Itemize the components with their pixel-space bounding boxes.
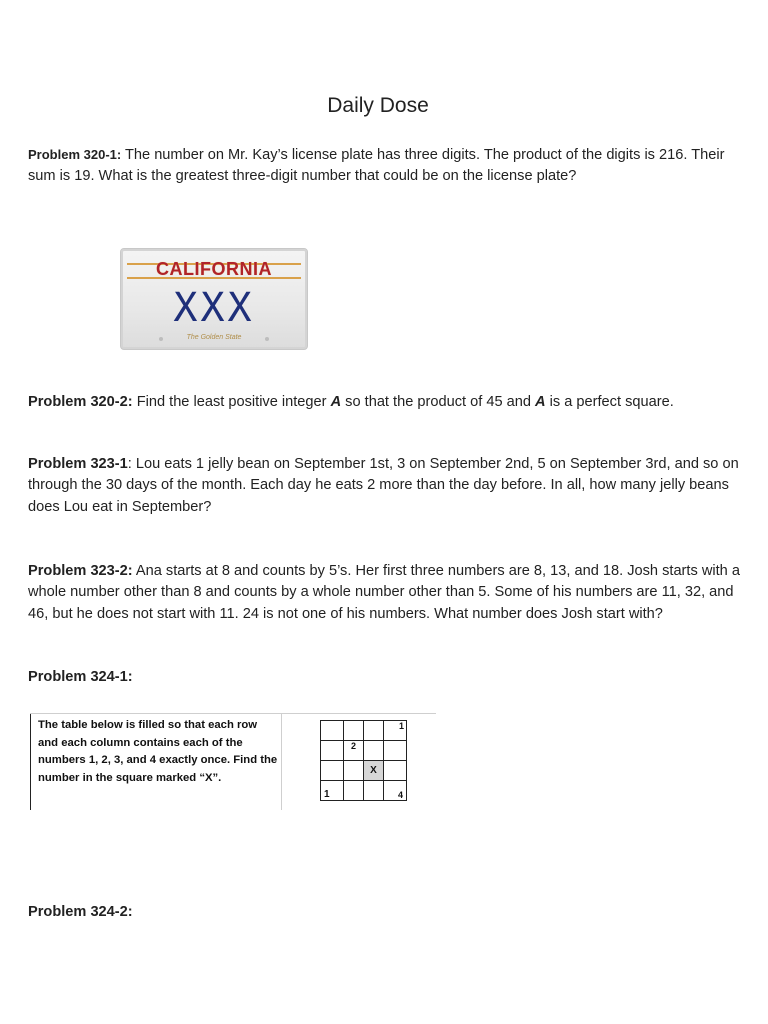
problem-324-2 [28,902,740,923]
plate-number: XXX [173,285,255,331]
grid-cell [364,741,384,761]
grid-cell-x: X [364,761,384,781]
page-title: Daily Dose [327,94,429,117]
grid-cell [344,781,364,801]
variable-a: A [535,394,546,410]
plate-bolt [159,337,163,341]
problem-label: Problem 320-2: [28,394,133,410]
problem-320-1 [28,144,740,188]
grid-row [321,761,407,781]
problem-text: Find the least positive integer [132,394,331,410]
grid-cell [344,761,364,781]
grid-row [321,781,407,801]
grid-cell [364,781,384,801]
grid-cell [384,741,407,761]
problem-label: Problem 323-1 [28,456,128,472]
problem-text: Ana starts at 8 and counts by 5’s. Her first three numbers are 8, 13, and 18. Josh starts with a whole number other than 8 and counts by a whole number other than 5. Some of his numbers are 11, 32, and 46, but he does not start with 11. 24 is not one of his numbers. What number does Josh start with? [28,563,740,622]
problem-320-2 [28,392,740,413]
problem-text: The number on Mr. Kay’s license plate has three digits. The product of the digits is 216. Their sum is 19. What is the greatest three-digit number that could be on the license plate? [28,147,725,185]
problem-label: Problem 323-2: [28,563,133,579]
problem-label: Problem 320-1: [28,147,122,162]
grid-cell: 1 [321,781,344,801]
problem-label: Problem 324-2: [28,904,133,920]
grid-cell [321,761,344,781]
problem-text: so that the product of 45 and [341,394,536,410]
puzzle-instructions: The table below is filled so that each row and each column contains each of the numbers 1, 2, 3, and 4 exactly once. Find the number in the square marked “X”. [38,719,278,784]
plate-state: CALIFORNIA [156,259,272,279]
problem-323-2 [28,561,740,625]
grid-row [321,721,407,741]
license-plate-image [120,248,308,350]
problem-text: is a perfect square. [545,394,674,410]
grid-cell [344,721,364,741]
problem-text: : Lou eats 1 jelly bean on September 1st, 3 on September 2nd, 5 on September 3rd, and so on through the 30 days of the month. Each day he eats 2 more than the day before. In all, how many jelly beans does Lou eat in September? [28,456,739,515]
plate-motto: The Golden State [186,334,242,341]
problem-324-1 [28,667,740,688]
variable-a: A [330,394,342,410]
grid-cell [321,741,344,761]
grid-cell: 4 [384,781,407,801]
puzzle-instructions-cell [30,714,282,810]
grid-row [321,741,407,761]
plate-bolt [265,337,269,341]
problem-label: Problem 324-1: [28,669,133,685]
grid-cell: 1 [384,721,407,741]
puzzle-grid [320,720,407,801]
puzzle-box [30,713,436,810]
problem-323-1 [28,454,740,518]
grid-cell [364,721,384,741]
grid-cell [321,721,344,741]
grid-cell [384,761,407,781]
grid-cell: 2 [344,741,364,761]
